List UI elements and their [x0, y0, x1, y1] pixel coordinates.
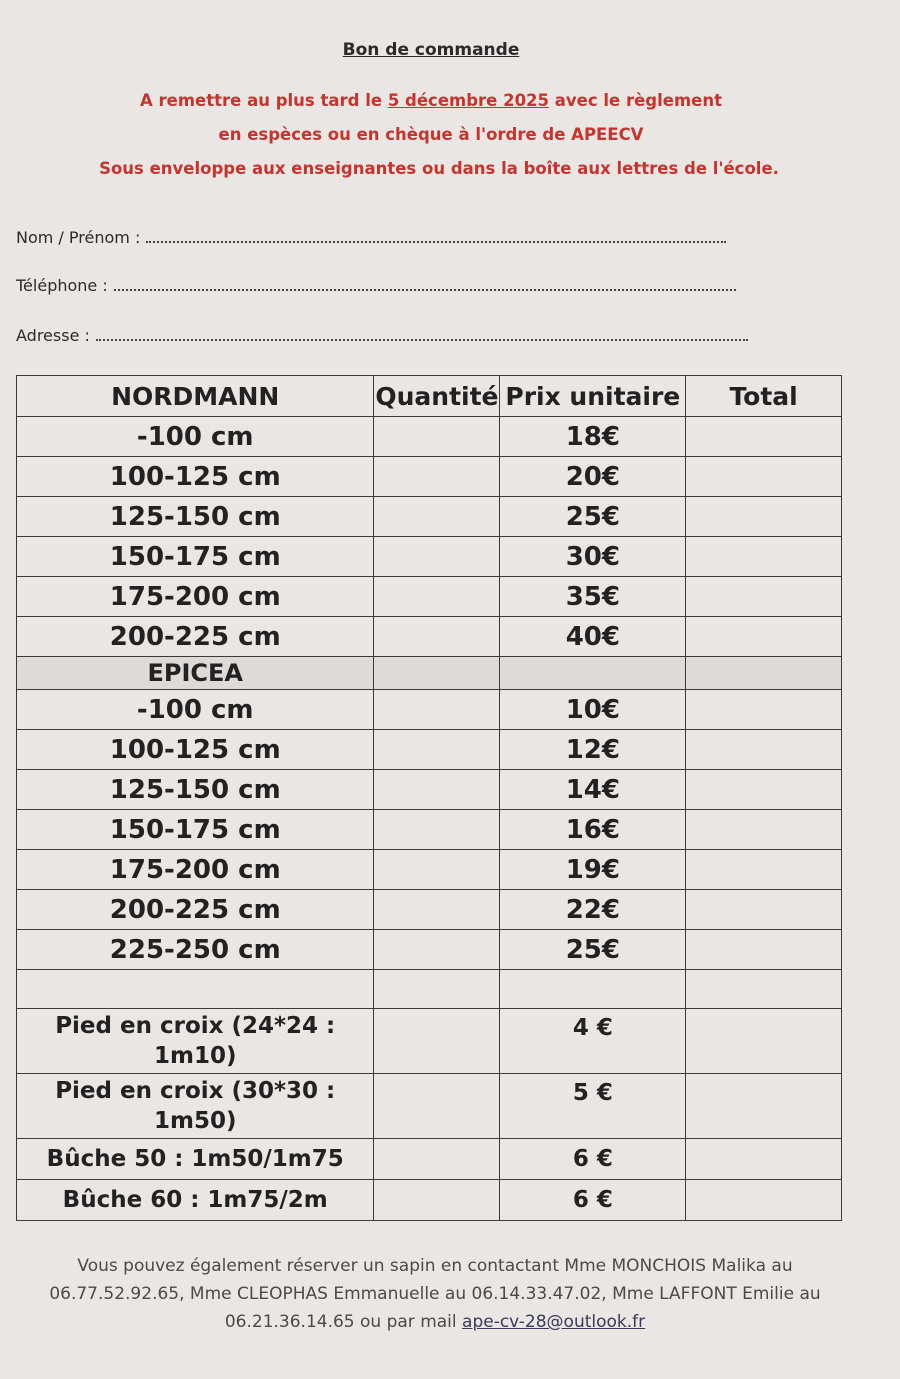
blank-cell — [374, 970, 500, 1009]
table-row — [17, 1074, 842, 1139]
price-cell: 12€ — [500, 730, 686, 770]
size-cell: 100-125 cm — [17, 730, 374, 770]
phone-label: Téléphone : — [16, 276, 108, 295]
address-field[interactable] — [16, 326, 748, 345]
price-cell: 14€ — [500, 770, 686, 810]
address-label: Adresse : — [16, 326, 90, 345]
quantity-cell[interactable] — [374, 577, 500, 617]
table-row — [17, 497, 842, 537]
table-row — [17, 417, 842, 457]
table-row — [17, 770, 842, 810]
accessory-label-line2: 1m50) — [153, 1108, 237, 1134]
price-cell: 6 € — [500, 1139, 686, 1180]
price-cell: 18€ — [500, 417, 686, 457]
footer-line3-text: 06.21.36.14.65 ou par mail — [224, 1312, 463, 1332]
quantity-cell[interactable] — [374, 930, 500, 970]
name-label: Nom / Prénom : — [16, 228, 141, 247]
total-cell[interactable] — [686, 770, 842, 810]
total-cell[interactable] — [686, 850, 842, 890]
epicea-section-row — [17, 657, 842, 690]
total-cell[interactable] — [686, 1180, 842, 1221]
quantity-cell — [374, 657, 500, 690]
price-cell: 6 € — [500, 1180, 686, 1221]
order-table — [16, 375, 842, 1221]
total-cell[interactable] — [686, 930, 842, 970]
total-cell[interactable] — [686, 1009, 842, 1074]
quantity-cell[interactable] — [374, 1139, 500, 1180]
price-cell: 25€ — [500, 497, 686, 537]
size-cell: 150-175 cm — [17, 537, 374, 577]
price-cell — [500, 657, 686, 690]
table-row — [17, 1139, 842, 1180]
deadline-date: 5 décembre 2025 — [387, 91, 550, 110]
accessory-cell — [17, 1009, 374, 1074]
price-cell: 30€ — [500, 537, 686, 577]
quantity-cell[interactable] — [374, 537, 500, 577]
size-cell: 150-175 cm — [17, 810, 374, 850]
table-row — [17, 537, 842, 577]
size-cell: 175-200 cm — [17, 577, 374, 617]
total-cell — [686, 657, 842, 690]
buche-label: Bûche 50 : 1m50/1m75 — [17, 1139, 374, 1180]
total-cell[interactable] — [686, 457, 842, 497]
price-cell: 19€ — [500, 850, 686, 890]
quantity-cell[interactable] — [374, 850, 500, 890]
table-row — [17, 617, 842, 657]
quantity-cell[interactable] — [374, 770, 500, 810]
total-cell[interactable] — [686, 810, 842, 850]
quantity-cell[interactable] — [374, 1009, 500, 1074]
table-row — [17, 730, 842, 770]
quantity-cell[interactable] — [374, 417, 500, 457]
table-row — [17, 457, 842, 497]
price-cell: 20€ — [500, 457, 686, 497]
header-quantity: Quantité — [374, 376, 500, 417]
quantity-cell[interactable] — [374, 497, 500, 537]
quantity-cell[interactable] — [374, 690, 500, 730]
footer-line3 — [20, 1308, 850, 1336]
accessory-label-line2: 1m10) — [153, 1043, 237, 1069]
page-title: Bon de commande — [342, 40, 520, 60]
table-row — [17, 810, 842, 850]
total-cell[interactable] — [686, 417, 842, 457]
footer-line1: Vous pouvez également réserver un sapin en contactant Mme MONCHOIS Malika au — [77, 1256, 793, 1276]
table-row — [17, 930, 842, 970]
quantity-cell[interactable] — [374, 1074, 500, 1139]
total-cell[interactable] — [686, 537, 842, 577]
table-row — [17, 850, 842, 890]
total-cell[interactable] — [686, 497, 842, 537]
size-cell: 225-250 cm — [17, 930, 374, 970]
table-row — [17, 1180, 842, 1221]
quantity-cell[interactable] — [374, 730, 500, 770]
price-cell: 10€ — [500, 690, 686, 730]
footer-line2: 06.77.52.92.65, Mme CLEOPHAS Emmanuelle au 06.14.33.47.02, Mme LAFFONT Emilie au — [49, 1284, 821, 1304]
total-cell[interactable] — [686, 890, 842, 930]
quantity-cell[interactable] — [374, 617, 500, 657]
name-line[interactable] — [146, 240, 726, 243]
price-cell: 25€ — [500, 930, 686, 970]
deadline-text-after: avec le règlement — [549, 91, 722, 110]
header-unit-price: Prix unitaire — [500, 376, 686, 417]
size-cell: 125-150 cm — [17, 770, 374, 810]
total-cell[interactable] — [686, 617, 842, 657]
blank-cell — [17, 970, 374, 1009]
price-cell: 40€ — [500, 617, 686, 657]
quantity-cell[interactable] — [374, 810, 500, 850]
quantity-cell[interactable] — [374, 890, 500, 930]
table-row — [17, 577, 842, 617]
email-link[interactable]: ape-cv-28@outlook.fr — [462, 1312, 646, 1332]
total-cell[interactable] — [686, 730, 842, 770]
deadline-line — [0, 91, 862, 110]
blank-row — [17, 970, 842, 1009]
size-cell: 125-150 cm — [17, 497, 374, 537]
name-field[interactable] — [16, 228, 726, 247]
accessory-label-line1: Pied en croix (30*30 : — [55, 1078, 336, 1104]
size-cell: 100-125 cm — [17, 457, 374, 497]
total-cell[interactable] — [686, 1139, 842, 1180]
address-line[interactable] — [96, 338, 748, 341]
contact-footer — [20, 1252, 850, 1336]
size-cell: -100 cm — [17, 417, 374, 457]
size-cell: -100 cm — [17, 690, 374, 730]
phone-line[interactable] — [114, 288, 736, 291]
table-row — [17, 890, 842, 930]
payment-instructions: en espèces ou en chèque à l'ordre de APEECV — [218, 125, 644, 144]
price-cell: 35€ — [500, 577, 686, 617]
accessory-cell — [17, 1074, 374, 1139]
table-row — [17, 1009, 842, 1074]
blank-cell — [500, 970, 686, 1009]
total-cell[interactable] — [686, 690, 842, 730]
table-row — [17, 690, 842, 730]
price-cell: 5 € — [500, 1074, 686, 1139]
header-nordmann: NORDMANN — [17, 376, 374, 417]
total-cell[interactable] — [686, 577, 842, 617]
size-cell: 175-200 cm — [17, 850, 374, 890]
phone-field[interactable] — [16, 276, 736, 295]
header-total: Total — [686, 376, 842, 417]
size-cell: 200-225 cm — [17, 890, 374, 930]
size-cell: 200-225 cm — [17, 617, 374, 657]
blank-cell — [686, 970, 842, 1009]
deadline-text-before: A remettre au plus tard le — [140, 91, 388, 110]
quantity-cell[interactable] — [374, 457, 500, 497]
buche-label: Bûche 60 : 1m75/2m — [17, 1180, 374, 1221]
price-cell: 22€ — [500, 890, 686, 930]
delivery-instructions: Sous enveloppe aux enseignantes ou dans la boîte aux lettres de l'école. — [99, 159, 779, 178]
epicea-label: EPICEA — [17, 657, 374, 690]
price-cell: 16€ — [500, 810, 686, 850]
quantity-cell[interactable] — [374, 1180, 500, 1221]
total-cell[interactable] — [686, 1074, 842, 1139]
table-header-row — [17, 376, 842, 417]
price-cell: 4 € — [500, 1009, 686, 1074]
accessory-label-line1: Pied en croix (24*24 : — [55, 1013, 336, 1039]
